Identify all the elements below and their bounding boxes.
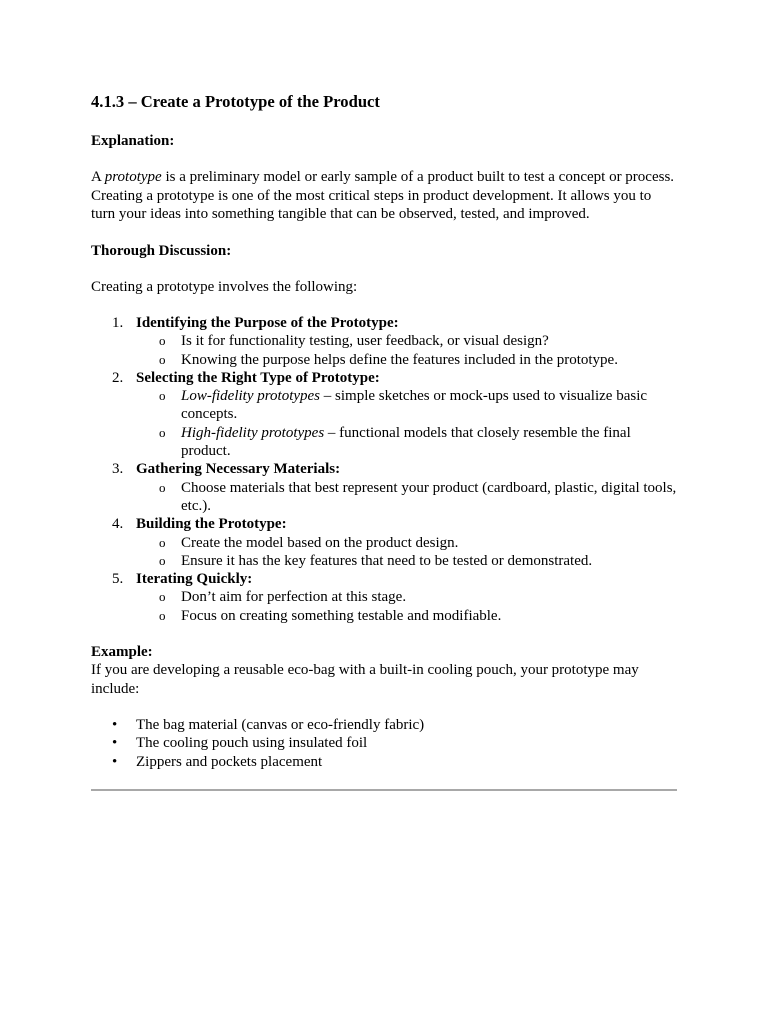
bullet-dot-icon: • (112, 753, 118, 770)
step-title: Selecting the Right Type of Prototype: (136, 369, 380, 386)
step-item (91, 314, 677, 369)
circle-bullet-icon: o (159, 552, 166, 568)
sub-item-text: – simple sketches or mock-ups used to visualize basic concepts. (181, 388, 648, 423)
step-sublist (136, 332, 677, 369)
bullet-dot-icon: • (112, 735, 118, 752)
sub-item-emphasis: High-fidelity prototypes (181, 424, 325, 441)
step-sublist (136, 479, 677, 516)
sub-list-item (136, 387, 677, 424)
step-item (91, 570, 677, 625)
step-sublist (136, 588, 677, 625)
discussion-label: Thorough Discussion: (91, 242, 232, 259)
explanation-label: Explanation: (91, 133, 175, 149)
sub-item-text: Don’t aim for perfection at this stage. (181, 589, 407, 606)
sub-item-text: Choose materials that best represent your product (cardboard, plastic, digital tools, etc.). (181, 479, 677, 514)
step-title: Identifying the Purpose of the Prototype: (136, 315, 399, 331)
sub-list-item (136, 534, 677, 552)
sub-list-item (136, 332, 677, 350)
step-number: 4. (112, 516, 124, 533)
sub-item-text: Focus on creating something testable and modifiable. (181, 607, 502, 624)
circle-bullet-icon: o (159, 534, 166, 550)
step-item (91, 515, 677, 570)
example-text: If you are developing a reusable eco-bag with a built-in cooling pouch, your prototype may include: (91, 662, 639, 697)
bullet-dot-icon: • (112, 717, 118, 734)
sub-item-emphasis: Low-fidelity prototypes (181, 388, 321, 405)
circle-bullet-icon: o (159, 333, 166, 349)
step-number: 5. (112, 571, 124, 588)
sub-list-item (136, 588, 677, 606)
step-number: 1. (112, 315, 124, 331)
sub-list-item (136, 552, 677, 570)
explanation-term: prototype (104, 169, 162, 185)
example-item-text: Zippers and pockets placement (136, 753, 323, 770)
circle-bullet-icon: o (159, 351, 166, 367)
example-list-item (91, 734, 677, 752)
discussion-intro: Creating a prototype involves the following: (91, 278, 358, 295)
step-number: 2. (112, 369, 124, 386)
example-list-item (91, 753, 677, 771)
step-sublist (136, 387, 677, 460)
step-title: Gathering Necessary Materials: (136, 461, 341, 478)
sub-list-item (136, 479, 677, 516)
step-sublist (136, 534, 677, 571)
sub-item-text: Create the model based on the product design. (181, 534, 459, 551)
step-item (91, 369, 677, 460)
sub-list-item (136, 351, 677, 369)
example-label: Example: (91, 644, 153, 661)
horizontal-rule (91, 789, 677, 791)
section-heading: 4.1.3 – Create a Prototype of the Product (91, 92, 380, 111)
explanation-post: is a preliminary model or early sample of a product built to test a concept or process. Creating a prototype is one of the most critical steps in product development. It allows you to turn your ideas into something tangible that can be observed, tested, and improved. (91, 169, 675, 222)
circle-bullet-icon: o (159, 589, 166, 605)
step-title: Building the Prototype: (136, 516, 287, 533)
example-list-item (91, 716, 677, 734)
example-item-text: The cooling pouch using insulated foil (136, 735, 368, 752)
explanation-paragraph (91, 168, 677, 224)
sub-list-item (136, 424, 677, 461)
steps-list (91, 314, 677, 625)
sub-item-text: Ensure it has the key features that need to be tested or demonstrated. (181, 552, 593, 569)
sub-item-text: Knowing the purpose helps define the features included in the prototype. (181, 351, 618, 368)
sub-item-text: Is it for functionality testing, user feedback, or visual design? (181, 333, 549, 350)
sub-list-item (136, 607, 677, 625)
step-number: 3. (112, 461, 124, 478)
example-item-text: The bag material (canvas or eco-friendly fabric) (136, 717, 425, 734)
circle-bullet-icon: o (159, 424, 166, 440)
step-item (91, 460, 677, 515)
circle-bullet-icon: o (159, 388, 166, 404)
example-list (91, 716, 677, 771)
step-title: Iterating Quickly: (136, 571, 253, 588)
document-page (91, 91, 677, 791)
circle-bullet-icon: o (159, 607, 166, 623)
sub-item-text: – functional models that closely resemble the final product. (181, 424, 631, 460)
circle-bullet-icon: o (159, 479, 166, 495)
explanation-pre: A (91, 169, 105, 185)
